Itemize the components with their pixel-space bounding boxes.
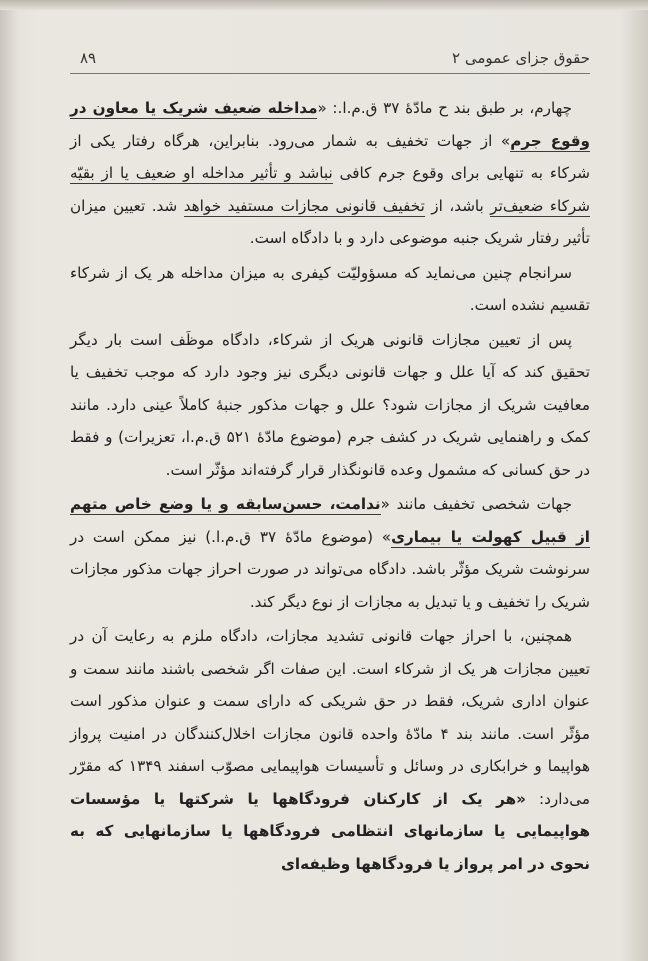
paragraph-1-text-2: باشد، از bbox=[424, 196, 491, 215]
paragraph-1-text: » از جهات تخفیف به شمار می‌رود. بنابراین، هرگاه رفتار یکی از شرکاء به تنهایی برای وقوع جرم کافی bbox=[70, 131, 590, 182]
paragraph-1-quote-underlined: مداخله ضعیف شریک یا معاون در وقوع جرم bbox=[70, 99, 590, 150]
paragraph-5-quote: «هر یک از کارکنان فرودگاهها یا شرکتها یا مؤسسات هواپیمایی یا سازمانهای انتظامی فرودگاهها یا سازمانهایی که به نحوی در امر پرواز یا فرودگاهها وظیفه‌ای bbox=[70, 789, 590, 873]
paragraph-3: پس از تعیین مجازات قانونی هریک از شرکاء، دادگاه موظَف است بار دیگر تحقیق کند که آیا علل و جهات قانونی دیگری نیز وجود دارد که موجب تخفیف یا معافیت شریک از مجازات شود؟ علل و جهات مذکور جنبهٔ کاملاً عینی دارد. مانند کمک و راهنمایی شریک در کشف جرم (موضوع مادّهٔ ۵۲۱ ق.م.ا، تعزیرات) و فقط در حق کسانی که مشمول وعده قانونگذار قرار گرفته‌اند مؤثّر است. bbox=[70, 330, 591, 479]
paragraph-1-end: شد. تعیین میزان تأثیر رفتار شریک جنبه موضوعی دارد و با دادگاه است. bbox=[70, 196, 590, 247]
header-title: حقوق جزای عمومی ۲ bbox=[452, 49, 590, 67]
book-page bbox=[70, 45, 590, 925]
paragraph-1-intro: چهارم، بر طبق بند ح مادّهٔ ۳۷ ق.م.ا.: « bbox=[317, 99, 572, 117]
paragraph-5 bbox=[70, 620, 590, 880]
paragraph-1-underlined-phrase: نباشد و تأثیر مداخله او ضعیف یا از بقیّه شرکاء ضعیف‌تر bbox=[70, 164, 590, 215]
paragraph-4 bbox=[70, 488, 590, 618]
paragraph-4-quote-annotated: ندامت، حسن‌سابقه و یا وضع خاص متهم از قبیل کهولت یا بیماری bbox=[70, 495, 591, 546]
page-number: ۸۹ bbox=[80, 49, 97, 67]
paragraph-4-text: » (موضوع مادّهٔ ۳۷ ق.م.ا.) نیز ممکن است در سرنوشت شریک مؤثّر باشد. دادگاه می‌تواند در صورت احراز جهات مذکور مجازات شریک را تخفیف و یا تبدیل به مجازات از نوع دیگر کند. bbox=[70, 527, 590, 611]
paragraph-2: سرانجام چنین می‌نماید که مسؤولیّت کیفری به میزان مداخله هر یک از شرکاء تقسیم نشده است. bbox=[70, 263, 590, 314]
paragraph-1-underlined-phrase-2: تخفیف قانونی مجازات مستفید خواهد bbox=[183, 196, 425, 215]
paragraph-5-text: همچنین، با احراز جهات قانونی تشدید مجازات، دادگاه ملزم به رعایت آن در تعیین مجازات هر یک از شرکاء است. این صفات اگر شخصی باشند مانند سمت و عنوان اداری شریک، فقط در حق شریکی که دارای سمت و عنوان مذکور است مؤثّر است. مانند بند ۴ مادّهٔ واحده قانون مجازات اخلال‌کنندگان در امنیت پرواز هواپیما و خرابکاری در وسائل و تأسیسات هواپیمایی مصوّب اسفند ۱۳۴۹ که مقرّر می‌دارد: bbox=[70, 627, 590, 808]
running-header bbox=[70, 45, 590, 74]
page-top-edge bbox=[0, 0, 648, 10]
paragraph-4-intro: جهات شخصی تخفیف مانند « bbox=[380, 495, 572, 513]
paragraph-1 bbox=[70, 92, 590, 255]
